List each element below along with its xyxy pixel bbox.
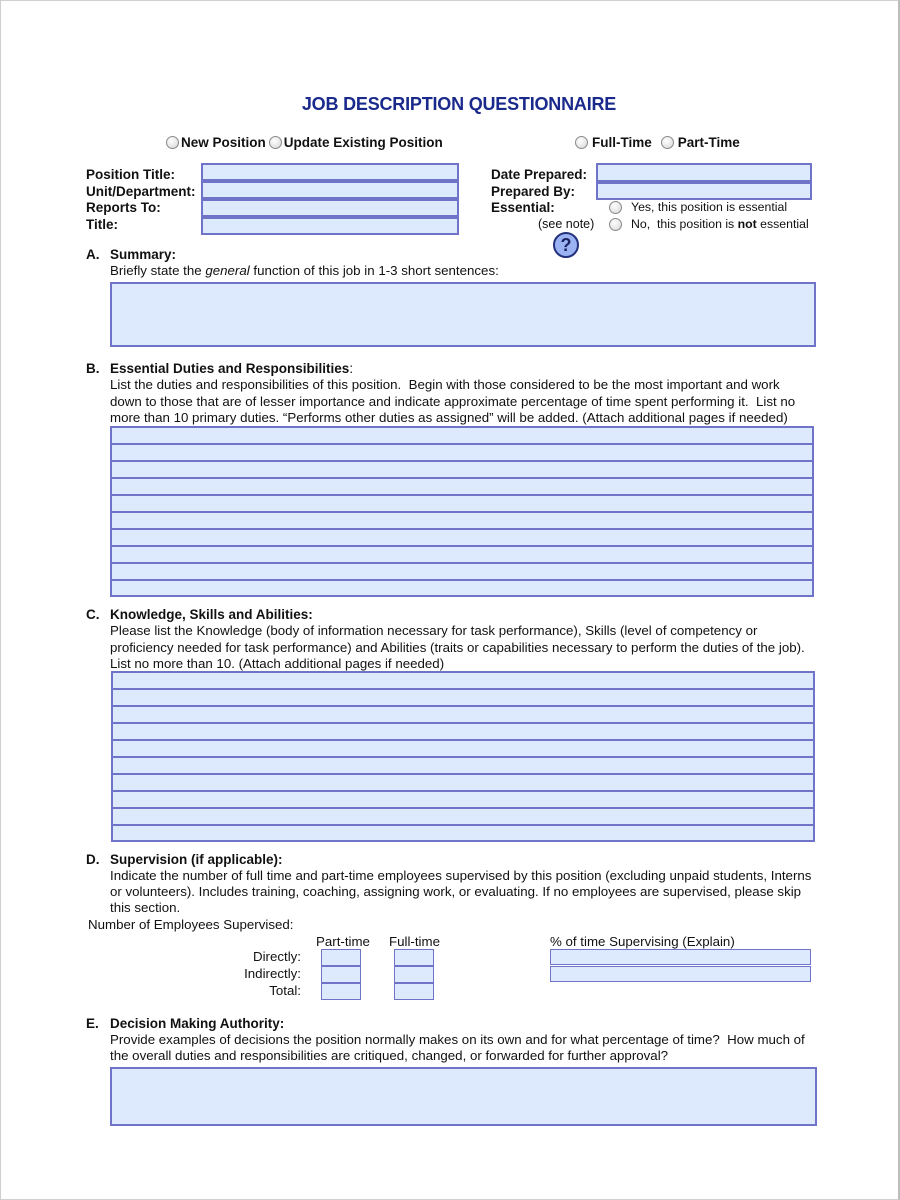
reports-to-input[interactable]	[201, 199, 459, 217]
section-d-heading: Supervision (if applicable):	[110, 852, 283, 867]
section-a-letter: A.	[86, 247, 100, 262]
duty-row-5[interactable]	[112, 496, 812, 513]
essential-no-label-bold: not	[737, 217, 757, 231]
duty-row-7[interactable]	[112, 530, 812, 547]
position-type-group	[166, 135, 443, 150]
position-title-input[interactable]	[201, 163, 459, 181]
pct-time-input-1[interactable]	[550, 949, 811, 965]
new-position-radio[interactable]	[166, 136, 179, 149]
part-time-label: Part-Time	[677, 135, 740, 150]
ksa-row-6[interactable]	[113, 758, 813, 775]
section-c-instructions-2: proficiency needed for task performance) and Abilities (traits or capabilities necessary to perform the duties of the job).	[110, 639, 805, 655]
full-time-label: Full-Time	[592, 135, 652, 150]
full-time-col-header: Full-time	[389, 934, 440, 949]
prepared-by-input[interactable]	[596, 182, 812, 200]
essential-yes-radio[interactable]	[609, 201, 622, 214]
section-e-instructions-1: Provide examples of decisions the position normally makes on its own and for what percentage of time? How much of	[110, 1032, 805, 1047]
ksa-table	[111, 671, 815, 842]
duties-table	[110, 426, 814, 597]
section-a-text-italic: general	[205, 263, 250, 278]
section-b-heading-text: Essential Duties and Responsibilities	[110, 361, 350, 376]
directly-part-time-input[interactable]	[321, 949, 361, 966]
part-time-col-header: Part-time	[316, 934, 370, 949]
essential-label: Essential:	[491, 200, 555, 215]
essential-no-label-suffix: essential	[756, 217, 809, 231]
total-full-time-input[interactable]	[394, 983, 434, 1000]
section-b-instructions-1: List the duties and responsibilities of this position. Begin with those considered to be the most important and work	[110, 377, 780, 392]
unit-department-label: Unit/Department:	[86, 183, 196, 199]
ksa-row-8[interactable]	[113, 792, 813, 809]
section-c-instructions-3: List no more than 10. (Attach additional pages if needed)	[110, 656, 445, 671]
part-time-radio[interactable]	[661, 136, 674, 149]
duty-row-4[interactable]	[112, 479, 812, 496]
essential-yes-option	[609, 200, 787, 214]
employees-supervised-label: Number of Employees Supervised:	[88, 917, 294, 932]
total-label: Total:	[269, 983, 301, 998]
section-b-heading-colon: :	[349, 361, 354, 376]
section-a-heading: Summary:	[110, 247, 177, 262]
section-d-instructions-1: Indicate the number of full time and part-time employees supervised by this position (excluding unpaid students, Interns	[110, 868, 812, 883]
duty-row-10[interactable]	[112, 581, 812, 598]
section-b-heading	[110, 361, 353, 376]
ksa-row-2[interactable]	[113, 690, 813, 707]
essential-no-label-prefix: No, this position is	[631, 217, 738, 231]
employment-type-group	[575, 135, 740, 150]
ksa-row-5[interactable]	[113, 741, 813, 758]
duty-row-9[interactable]	[112, 564, 812, 581]
ksa-row-4[interactable]	[113, 724, 813, 741]
section-d-letter: D.	[86, 852, 100, 867]
decision-making-textarea[interactable]	[110, 1067, 817, 1126]
section-c-letter: C.	[86, 607, 100, 622]
unit-department-input[interactable]	[201, 181, 459, 199]
ksa-row-9[interactable]	[113, 809, 813, 826]
section-e-instructions-2: the overall duties and responsibilities are critiqued, changed, or forwarded for further approval?	[110, 1048, 669, 1063]
section-d-instructions-2: or volunteers). Includes training, coaching, assigning work, or evaluating. If no employees are supervised, please skip	[110, 884, 802, 899]
ksa-row-10[interactable]	[113, 826, 813, 843]
pct-time-input-2[interactable]	[550, 966, 811, 982]
prepared-by-label: Prepared By:	[491, 183, 576, 199]
new-position-label: New Position	[181, 135, 266, 150]
see-note-label: (see note)	[538, 217, 595, 231]
title-input[interactable]	[201, 217, 459, 235]
section-a-instructions	[110, 263, 499, 279]
duty-row-8[interactable]	[112, 547, 812, 564]
position-title-label: Position Title:	[86, 167, 176, 182]
indirectly-full-time-input[interactable]	[394, 966, 434, 983]
directly-label: Directly:	[252, 949, 301, 964]
indirectly-part-time-input[interactable]	[321, 966, 361, 983]
section-a-text-prefix: Briefly state the	[110, 263, 206, 278]
essential-no-option	[609, 217, 809, 231]
section-c-heading: Knowledge, Skills and Abilities:	[110, 607, 313, 622]
ksa-row-1[interactable]	[113, 673, 813, 690]
duty-row-1[interactable]	[112, 428, 812, 445]
help-icon[interactable]: ?	[553, 232, 579, 258]
title-label: Title:	[86, 216, 119, 232]
date-prepared-input[interactable]	[596, 163, 812, 182]
essential-yes-label: Yes, this position is essential	[631, 200, 788, 214]
section-d-instructions-3: this section.	[110, 900, 181, 915]
document-title: JOB DESCRIPTION QUESTIONNAIRE	[301, 94, 617, 114]
duty-row-6[interactable]	[112, 513, 812, 530]
section-e-letter: E.	[86, 1016, 99, 1031]
ksa-row-7[interactable]	[113, 775, 813, 792]
essential-no-radio[interactable]	[609, 218, 622, 231]
reports-to-label: Reports To:	[86, 200, 161, 215]
duty-row-3[interactable]	[112, 462, 812, 479]
section-e-heading: Decision Making Authority:	[110, 1016, 285, 1031]
date-prepared-label: Date Prepared:	[491, 167, 588, 182]
update-existing-label: Update Existing Position	[283, 135, 443, 150]
section-b-instructions-3: more than 10 primary duties. “Performs other duties as assigned” will be added. (Attach additional pages if needed)	[110, 410, 788, 425]
section-a-text-suffix: function of this job in 1-3 short sentences:	[249, 263, 499, 278]
full-time-radio[interactable]	[575, 136, 588, 149]
duty-row-2[interactable]	[112, 445, 812, 462]
pct-time-label: % of time Supervising (Explain)	[550, 934, 735, 949]
ksa-row-3[interactable]	[113, 707, 813, 724]
summary-textarea[interactable]	[110, 282, 816, 347]
section-b-letter: B.	[86, 361, 100, 376]
indirectly-label: Indirectly:	[244, 966, 301, 981]
directly-full-time-input[interactable]	[394, 949, 434, 966]
total-part-time-input[interactable]	[321, 983, 361, 1000]
section-b-instructions-2: down to those that are of lesser importance and indicate approximate percentage of time spent performing it. List no	[110, 393, 796, 409]
update-existing-radio[interactable]	[269, 136, 282, 149]
section-c-instructions-1: Please list the Knowledge (body of information necessary for task performance), Skills (level of competency or	[110, 623, 758, 638]
